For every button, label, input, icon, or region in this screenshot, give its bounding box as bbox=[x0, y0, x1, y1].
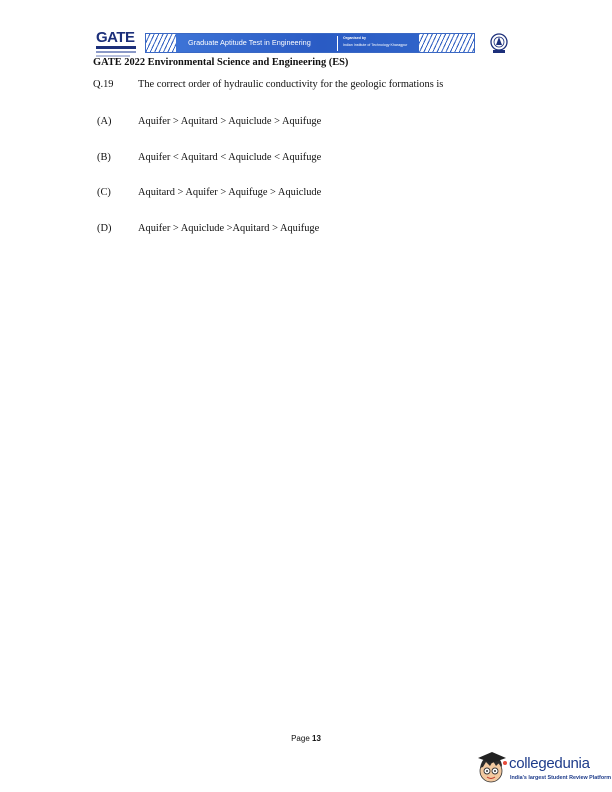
question-number: Q.19 bbox=[93, 79, 114, 90]
page-number-value: 13 bbox=[312, 734, 321, 743]
banner-title: Graduate Aptitude Test in Engineering bbox=[188, 38, 311, 47]
option-b-text: Aquifer < Aquitard < Aquiclude < Aquifuge bbox=[138, 152, 322, 163]
organiser-label: Organised by bbox=[343, 36, 366, 40]
option-a-label: (A) bbox=[97, 116, 112, 127]
option-c-label: (C) bbox=[97, 187, 111, 198]
collegedunia-brand-name: collegedunia bbox=[509, 755, 590, 772]
gate-logo-text: GATE bbox=[96, 29, 135, 46]
document-title: GATE 2022 Environmental Science and Engineering (ES) bbox=[93, 57, 349, 68]
question-text: The correct order of hydraulic conductivity for the geologic formations is bbox=[138, 79, 444, 90]
page-number bbox=[0, 734, 612, 743]
gate-logo bbox=[96, 30, 140, 56]
organiser-name: Indian Institute of Technology Kharagpur bbox=[343, 43, 408, 47]
header-banner bbox=[145, 33, 475, 53]
collegedunia-tagline: India's largest Student Review Platform bbox=[510, 775, 612, 781]
option-a-text: Aquifer > Aquitard > Aquiclude > Aquifuge bbox=[138, 116, 322, 127]
option-d-label: (D) bbox=[97, 223, 112, 234]
option-b-label: (B) bbox=[97, 152, 111, 163]
option-c-text: Aquitard > Aquifer > Aquifuge > Aquiclude bbox=[138, 187, 322, 198]
page-label: Page bbox=[291, 734, 310, 743]
iit-emblem-icon bbox=[489, 33, 509, 55]
option-d-text: Aquifer > Aquiclude >Aquitard > Aquifuge bbox=[138, 223, 320, 234]
